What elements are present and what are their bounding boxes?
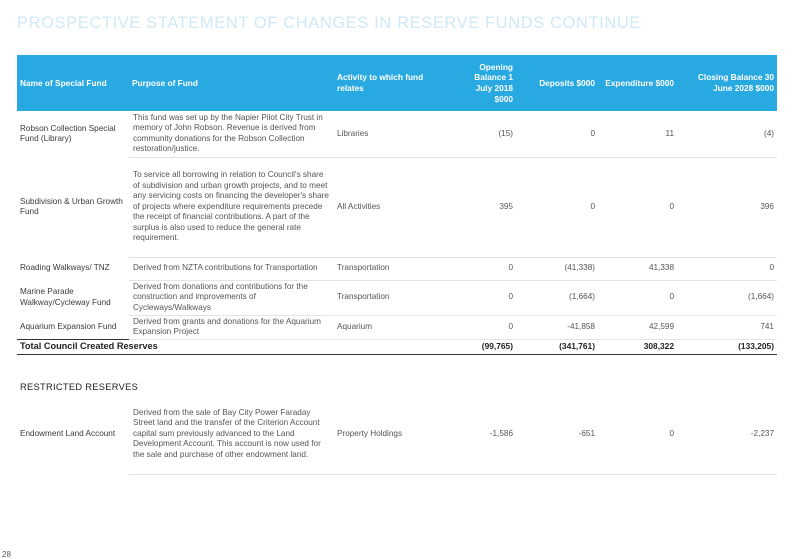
expenditure: 0 [598, 157, 677, 257]
total-label: Total Council Created Reserves [17, 339, 455, 354]
table-header-row [17, 55, 777, 111]
fund-purpose: Derived from NZTA contributions for Transportation [129, 257, 334, 280]
expenditure: 0 [598, 280, 677, 315]
page-title: PROSPECTIVE STATEMENT OF CHANGES IN RESERVE FUNDS CONTINUE [17, 14, 641, 32]
deposits: (41,338) [516, 257, 598, 280]
closing-balance: -2,237 [677, 394, 777, 474]
opening-balance: 395 [455, 157, 516, 257]
header-opening-balance: Opening Balance 1 July 2018 $000 [474, 61, 513, 104]
opening-balance: 0 [455, 315, 516, 339]
restricted-reserves-heading: RESTRICTED RESERVES [20, 381, 139, 392]
section-heading-row [17, 372, 777, 394]
closing-balance: 396 [677, 157, 777, 257]
fund-name: Roading Walkways/ TNZ [20, 263, 110, 273]
opening-balance: (15) [455, 111, 516, 157]
expenditure: 42,599 [598, 315, 677, 339]
table-row [17, 394, 777, 474]
fund-activity: Transportation [334, 257, 455, 280]
total-expenditure: 308,322 [598, 339, 677, 354]
table-row [17, 280, 777, 315]
fund-purpose: Derived from grants and donations for the Aquarium Expansion Project [129, 315, 334, 339]
header-activity: Activity to which fund relates [337, 72, 424, 93]
deposits: 0 [516, 157, 598, 257]
table-row [17, 157, 777, 257]
opening-balance: 0 [455, 280, 516, 315]
reserve-funds-table [17, 55, 777, 475]
total-row [17, 339, 777, 354]
fund-name: Subdivision & Urban Growth Fund [20, 196, 123, 216]
table-row [17, 315, 777, 339]
fund-name: Robson Collection Special Fund (Library) [20, 123, 116, 143]
total-opening-balance: (99,765) [455, 339, 516, 354]
fund-activity: Transportation [334, 280, 455, 315]
deposits: 0 [516, 111, 598, 157]
fund-purpose: To service all borrowing in relation to Council's share of subdivision and urban growth projects, and to meet any servicing costs on financing the developer's share of projects where expenditure requirements precede the receipt of financial contributions. A part of the surplus is also used to reduce the general rate requirement. [129, 157, 334, 257]
page-number: 28 [2, 550, 11, 559]
deposits: -41,858 [516, 315, 598, 339]
header-purpose: Purpose of Fund [132, 77, 198, 88]
fund-purpose: Derived from the sale of Bay City Power Faraday Street land and the transfer of the Criterion Account capital sum previously advanced to the Land Development Account. This account is now used for the sale and purchase of other endowment land. [129, 394, 334, 474]
table-row [17, 111, 777, 157]
closing-balance: 0 [677, 257, 777, 280]
closing-balance: (4) [677, 111, 777, 157]
closing-balance: (1,664) [677, 280, 777, 315]
header-deposits: Deposits $000 [539, 77, 595, 88]
deposits: (1,664) [516, 280, 598, 315]
spacer [17, 354, 777, 372]
fund-activity: Libraries [334, 111, 455, 157]
expenditure: 11 [598, 111, 677, 157]
total-closing-balance: (133,205) [677, 339, 777, 354]
opening-balance: -1,586 [455, 394, 516, 474]
total-deposits: (341,761) [516, 339, 598, 354]
expenditure: 41,338 [598, 257, 677, 280]
fund-activity: Property Holdings [334, 394, 455, 474]
header-closing-balance: Closing Balance 30 June 2028 $000 [697, 72, 774, 93]
fund-name: Endowment Land Account [20, 428, 116, 438]
deposits: -651 [516, 394, 598, 474]
fund-name: Marine Parade Walkway/Cycleway Fund [20, 287, 111, 307]
fund-activity: Aquarium [334, 315, 455, 339]
header-fund-name: Name of Special Fund [20, 77, 107, 88]
expenditure: 0 [598, 394, 677, 474]
fund-purpose: This fund was set up by the Napier Pilot City Trust in memory of John Robson. Revenue is derived from community donations for the Robson Collection restoration/justice. [129, 111, 334, 157]
closing-balance: 741 [677, 315, 777, 339]
fund-activity: All Activities [334, 157, 455, 257]
table-row [17, 257, 777, 280]
fund-name: Aquarium Expansion Fund [20, 321, 117, 331]
opening-balance: 0 [455, 257, 516, 280]
fund-purpose: Derived from donations and contributions for the construction and improvements of Cycleways/Walkways [129, 280, 334, 315]
header-expenditure: Expenditure $000 [605, 77, 674, 88]
